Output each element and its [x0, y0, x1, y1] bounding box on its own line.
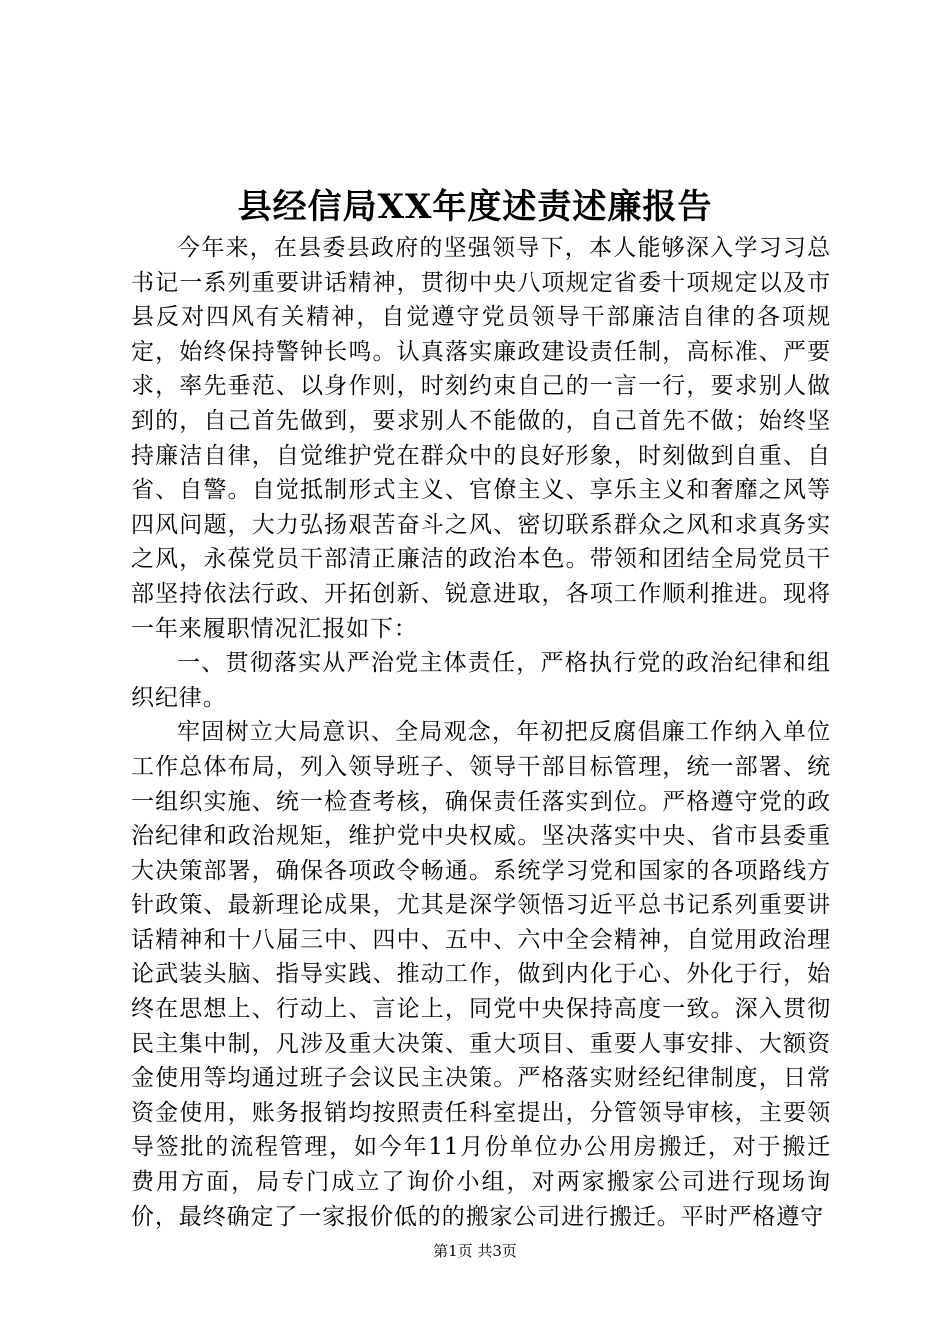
paragraph-intro: 今年来，在县委县政府的坚强领导下，本人能够深入学习习总书记一系列重要讲话精神，贯彻中央八项规定省委十项规定以及市县反对四风有关精神，自觉遵守党员领导干部廉洁自律的各项规定，始终保持警钟长鸣。认真落实廉政建设责任制，高标准、严要求，率先垂范、以身作则，时刻约束自己的一言一行，要求别人做到的，自己首先做到，要求别人不能做的，自己首先不做；始终坚持廉洁自律，自觉维护党在群众中的良好形象，时刻做到自重、自省、自警。自觉抵制形式主义、官僚主义、享乐主义和奢靡之风等四风问题，大力弘扬艰苦奋斗之风、密切联系群众之风和求真务实之风，永葆党员干部清正廉洁的政治本色。带领和团结全局党员干部坚持依法行政、开拓创新、锐意进取，各项工作顺利推进。现将一年来履职情况汇报如下： [131, 235, 831, 642]
document-body [131, 231, 831, 1234]
page-footer: 第1页 共3页 [433, 1242, 517, 1260]
document-title: 县经信局XX年度述责述廉报告 [237, 187, 713, 227]
paragraph-section-heading: 一、贯彻落实从严治党主体责任，严格执行党的政治纪律和组织纪律。 [131, 650, 831, 711]
paragraph-section-body: 牢固树立大局意识、全局观念，年初把反腐倡廉工作纳入单位工作总体布局，列入领导班子、领导干部目标管理，统一部署、统一组织实施、统一检查考核，确保责任落实到位。严格遵守党的政治纪律和政治规矩，维护党中央权威。坚决落实中央、省市县委重大决策部署，确保各项政令畅通。系统学习党和国家的各项路线方针政策、最新理论成果，尤其是深学领悟习近平总书记系列重要讲话精神和十八届三中、四中、五中、六中全会精神，自觉用政治理论武装头脑、指导实践、推动工作，做到内化于心、外化于行，始终在思想上、行动上、言论上，同党中央保持高度一致。深入贯彻民主集中制，凡涉及重大决策、重大项目、重要人事安排、大额资金使用等均通过班子会议民主决策。严格落实财经纪律制度，日常资金使用，账务报销均按照责任科室提出，分管领导审核，主要领导签批的流程管理，如今年11月份单位办公用房搬迁，对于搬迁费用方面，局专门成立了询价小组，对两家搬家公司进行现场询价，最终确定了一家报价低的的搬家公司进行搬迁。平时严格遵守 [131, 719, 831, 1230]
